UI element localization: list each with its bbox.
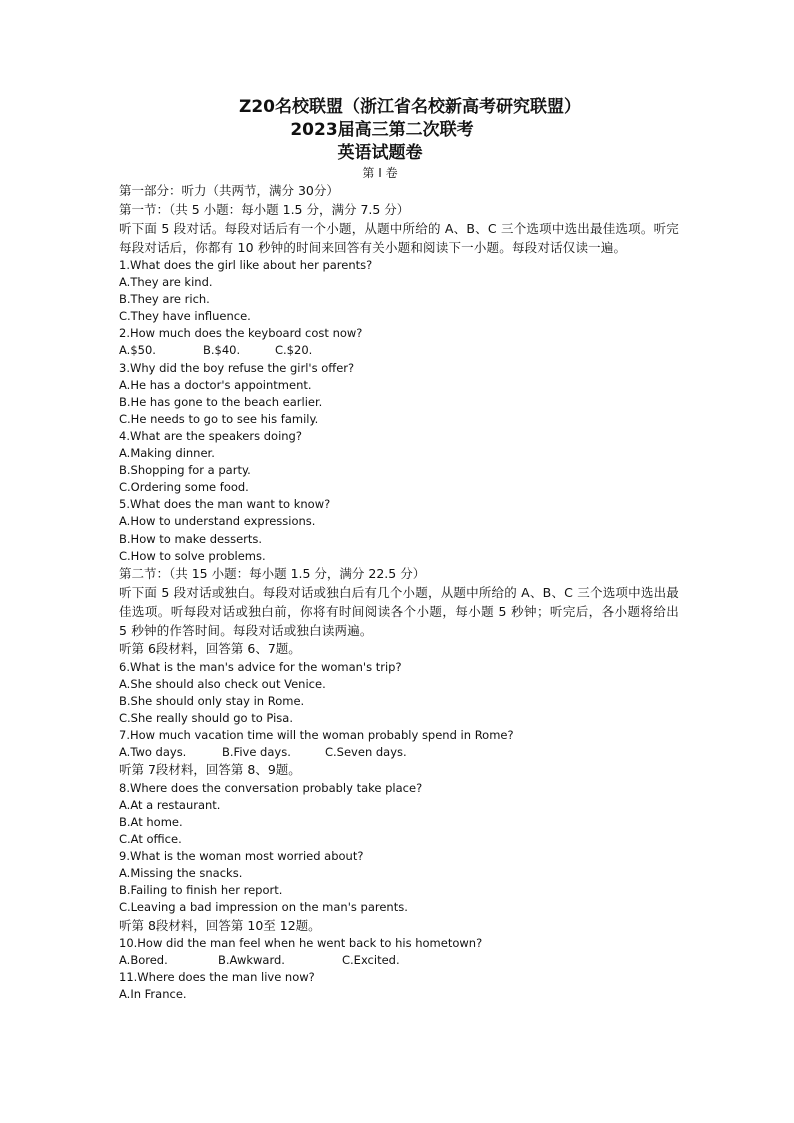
option-8b: B.At home. xyxy=(119,814,183,829)
option-11a: A.In France. xyxy=(119,987,187,1002)
options-2 xyxy=(119,342,679,359)
option-9a: A.Missing the snacks. xyxy=(119,866,243,881)
option-7c: C.Seven days. xyxy=(325,745,407,760)
option-1c: C.They have influence. xyxy=(119,309,251,324)
option-8c: C.At office. xyxy=(119,832,182,847)
part1-heading: 第一部分：听力（共两节，满分 30分） xyxy=(119,183,339,198)
option-5a: A.How to understand expressions. xyxy=(119,514,316,529)
section2-heading: 第二节：（共 15 小题：每小题 1.5 分，满分 22.5 分） xyxy=(119,565,426,581)
question-10: 10.How did the man feel when he went back to his hometown? xyxy=(119,936,483,950)
question-4: 4.What are the speakers doing? xyxy=(119,428,302,443)
section1-heading: 第一节：（共 5 小题：每小题 1.5 分，满分 7.5 分） xyxy=(119,201,410,217)
option-9b: B.Failing to finish her report. xyxy=(119,883,283,898)
option-6c: C.She really should go to Pisa. xyxy=(119,710,293,725)
option-8a: A.At a restaurant. xyxy=(119,797,221,812)
option-3a: A.He has a doctor's appointment. xyxy=(119,377,312,392)
option-2b: B.$40. xyxy=(203,343,241,358)
question-7: 7.How much vacation time will the woman probably spend in Rome? xyxy=(119,728,514,743)
material-7-heading: 听第 7段材料，回答第 8、9题。 xyxy=(119,762,301,778)
options-7 xyxy=(119,744,679,761)
option-7b: B.Five days. xyxy=(222,745,291,760)
option-6a: A.She should also check out Venice. xyxy=(119,676,326,691)
option-5b: B.How to make desserts. xyxy=(119,531,263,546)
option-4c: C.Ordering some food. xyxy=(119,480,249,495)
question-1: 1.What does the girl like about her parents? xyxy=(119,258,373,272)
material-6-heading: 听第 6段材料，回答第 6、7题。 xyxy=(119,641,301,657)
option-2c: C.$20. xyxy=(275,343,313,358)
question-9: 9.What is the woman most worried about? xyxy=(119,849,364,864)
exam-title-session: 2023届高三第二次联考 xyxy=(290,120,474,140)
option-5c: C.How to solve problems. xyxy=(119,548,266,563)
question-11: 11.Where does the man live now? xyxy=(119,970,315,985)
option-10c: C.Excited. xyxy=(342,953,400,968)
question-2: 2.How much does the keyboard cost now? xyxy=(119,326,363,341)
options-10 xyxy=(119,952,679,969)
option-10b: B.Awkward. xyxy=(218,953,285,968)
section2-instructions: 听下面 5 段对话或独白。每段对话或独白后有几个小题，从题中所给的 A、B、C 三个选项中选出最佳选项。听每段对话或独白前，你将有时间阅读各个小题，每小题 5 秒钟；听完后，各小题将给出 5 秒钟的作答时间。每段对话或独白读两遍。 xyxy=(119,585,679,639)
option-2a: A.$50. xyxy=(119,343,156,358)
exam-page xyxy=(119,95,679,1003)
option-3b: B.He has gone to the beach earlier. xyxy=(119,394,323,409)
section1-instructions: 听下面 5 段对话。每段对话后有一个小题，从题中所给的 A、B、C 三个选项中选出最佳选项。听完每段对话后，你都有 10 秒钟的时间来回答有关小题和阅读下一小题。每段对话仅读一遍。 xyxy=(119,221,679,255)
option-4a: A.Making dinner. xyxy=(119,446,215,461)
question-5: 5.What does the man want to know? xyxy=(119,497,331,512)
question-6: 6.What is the man's advice for the woman's trip? xyxy=(119,659,402,674)
exam-title-subject: 英语试题卷 xyxy=(337,143,423,163)
option-6b: B.She should only stay in Rome. xyxy=(119,693,305,708)
option-1b: B.They are rich. xyxy=(119,292,210,307)
option-9c: C.Leaving a bad impression on the man's parents. xyxy=(119,900,408,915)
option-7a: A.Two days. xyxy=(119,745,187,760)
option-4b: B.Shopping for a party. xyxy=(119,463,251,478)
question-3: 3.Why did the boy refuse the girl's offer? xyxy=(119,360,355,375)
option-1a: A.They are kind. xyxy=(119,275,213,290)
material-8-heading: 听第 8段材料，回答第 10至 12题。 xyxy=(119,917,321,933)
volume-label: 第 I 卷 xyxy=(362,166,398,180)
exam-title-alliance: Z20名校联盟（浙江省名校新高考研究联盟） xyxy=(239,97,581,117)
question-8: 8.Where does the conversation probably take place? xyxy=(119,780,423,795)
option-3c: C.He needs to go to see his family. xyxy=(119,411,319,426)
option-10a: A.Bored. xyxy=(119,953,168,968)
